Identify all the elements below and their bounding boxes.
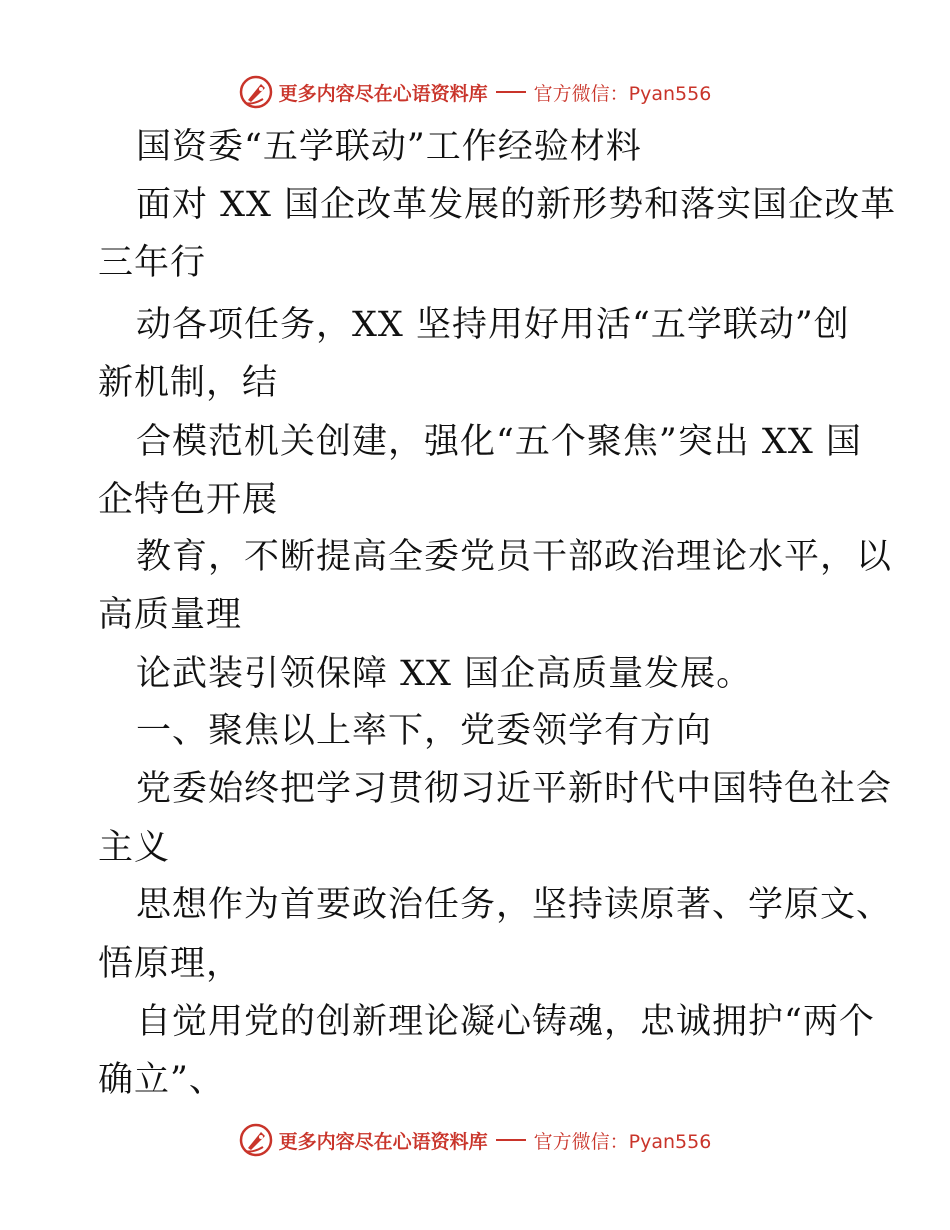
watermark-brand: 更多内容尽在心语资料库 [278, 82, 488, 105]
watermark-separator [496, 1139, 526, 1141]
paragraph-line: 悟原理， [98, 944, 243, 984]
paragraph-line: 企特色开展 [98, 480, 279, 520]
paragraph-line: 高质量理 [98, 595, 243, 635]
paragraph-line: 三年行 [98, 243, 207, 283]
pen-nib-logo-icon [239, 75, 273, 109]
paragraph-line: 动各项任务，XX 坚持用好用活“五学联动”创 [136, 305, 850, 345]
paragraph-line: 自觉用党的创新理论凝心铸魂，忠诚拥护“两个 [136, 1002, 875, 1042]
section-heading: 一、聚焦以上率下，党委领学有方向 [136, 711, 713, 751]
watermark-brand: 更多内容尽在心语资料库 [278, 1130, 488, 1153]
paragraph-line: 新机制，结 [98, 363, 279, 403]
paragraph-line: 面对 XX 国企改革发展的新形势和落实国企改革 [136, 185, 897, 225]
watermark-contact: 官方微信：Pyan556 [533, 1130, 712, 1153]
footer-watermark [0, 1120, 950, 1160]
watermark-contact: 官方微信：Pyan556 [533, 82, 712, 105]
watermark-separator [496, 91, 526, 93]
paragraph-line: 党委始终把学习贯彻习近平新时代中国特色社会 [136, 769, 893, 809]
pen-nib-logo-icon [239, 1123, 273, 1157]
paragraph-line: 思想作为首要政治任务，坚持读原著、学原文、 [136, 885, 893, 925]
paragraph-line: 合模范机关创建，强化“五个聚焦”突出 XX 国 [136, 422, 862, 462]
paragraph-line: 教育，不断提高全委党员干部政治理论水平，以 [136, 537, 893, 577]
paragraph-line: 论武装引领保障 XX 国企高质量发展。 [136, 654, 753, 694]
paragraph-line: 主义 [98, 828, 171, 868]
paragraph-line: 确立”、 [98, 1060, 225, 1100]
doc-title: 国资委“五学联动”工作经验材料 [136, 127, 642, 167]
header-watermark [0, 72, 950, 112]
